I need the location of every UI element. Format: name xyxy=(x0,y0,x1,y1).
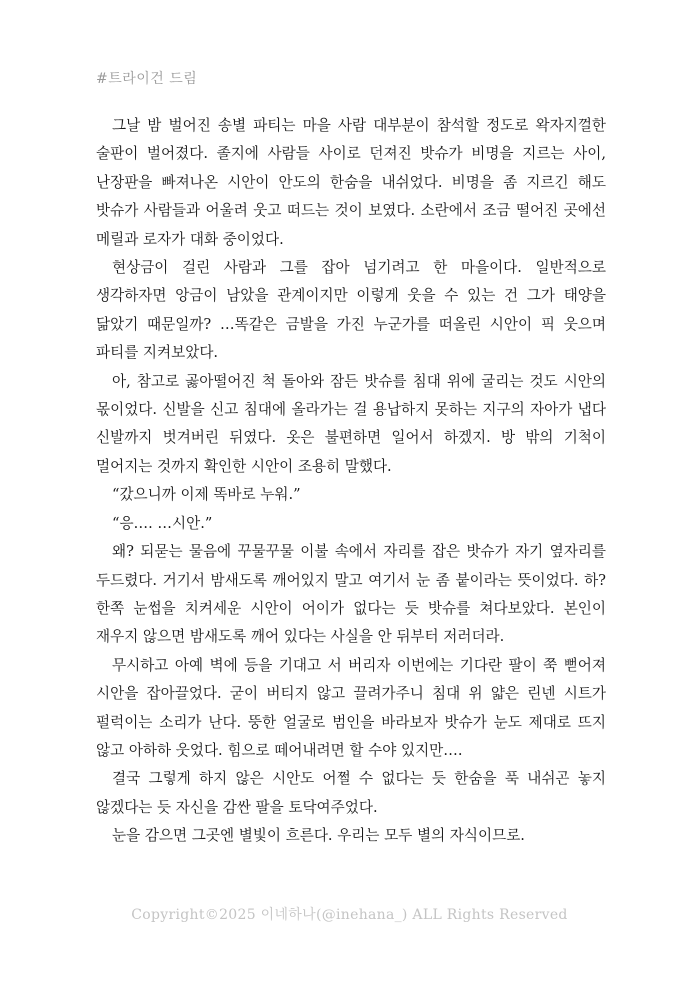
copyright-footer: Copyright©2025 이네하나(@inehana_) ALL Rights Reserved xyxy=(131,907,568,923)
paragraph: 현상금이 걸린 사람과 그를 잡아 넘기려고 한 마을이다. 일반적으로 생각하자면 앙금이 남았을 관계이지만 이렇게 웃을 수 있는 건 그가 태양을 닮았기 때문일까? …똑같은 금발을 가진 누군가를 떠올린 시안이 픽 웃으며 파티를 지켜보았다. xyxy=(96,259,606,362)
dialogue-line: “응…. …시안.” xyxy=(112,514,213,532)
paragraph: 그날 밤 벌어진 송별 파티는 마을 사람 대부분이 참석할 정도로 왁자지껄한 술판이 벌어졌다. 졸지에 사람들 사이로 던져진 밧슈가 비명을 지르는 사이, 난장판을 빠져나온 시안이 안도의 한숨을 내쉬었다. 비명을 좀 지르긴 해도 밧슈가 사람들과 어울려 웃고 떠드는 것이 보였다. 소란에서 조금 떨어진 곳에선 메릴과 로자가 대화 중이었다. xyxy=(96,117,606,248)
paragraph: 결국 그렇게 하지 않은 시안도 어쩔 수 없다는 듯 한숨을 푹 내쉬곤 놓지 않겠다는 듯 자신을 감싼 팔을 토닥여주었다. xyxy=(96,770,606,816)
paragraph: 무시하고 아예 벽에 등을 기대고 서 버리자 이번에는 기다란 팔이 쭉 뻗어져 시안을 잡아끌었다. 굳이 버티지 않고 끌려가주니 침대 위 얇은 린넨 시트가 펄럭이는 소리가 난다. 뚱한 얼굴로 범인을 바라보자 밧슈가 눈도 제대로 뜨지 않고 아하하 웃었다. 힘으로 떼어내려면 할 수야 있지만…. xyxy=(96,656,606,759)
dialogue-line: “갔으니까 이제 똑바로 누워.” xyxy=(112,486,301,504)
paragraph: 아, 참고로 곯아떨어진 척 돌아와 잠든 밧슈를 침대 위에 굴리는 것도 시안의 몫이었다. 신발을 신고 침대에 올라가는 걸 용납하지 못하는 지구의 자아가 냅다 신발까지 벗겨버린 뒤였다. 옷은 불편하면 일어서 하겠지. 방 밖의 기척이 멀어지는 것까지 확인한 시안이 조용히 말했다. xyxy=(96,372,606,475)
header-tag: #트라이건 드림 xyxy=(96,71,198,87)
story-body xyxy=(96,112,606,851)
paragraph: 왜? 되묻는 물음에 꾸물꾸물 이불 속에서 자리를 잡은 밧슈가 자기 옆자리를 두드렸다. 거기서 밤새도록 깨어있지 말고 여기서 눈 좀 붙이라는 뜻이었다. 하? 한쪽 눈썹을 치켜세운 시안이 어이가 없다는 듯 밧슈를 쳐다보았다. 본인이 재우지 않으면 밤새도록 깨어 있다는 사실을 안 뒤부터 저러더라. xyxy=(96,543,606,646)
paragraph: 눈을 감으면 그곳엔 별빛이 흐른다. 우리는 모두 별의 자식이므로. xyxy=(112,827,525,845)
